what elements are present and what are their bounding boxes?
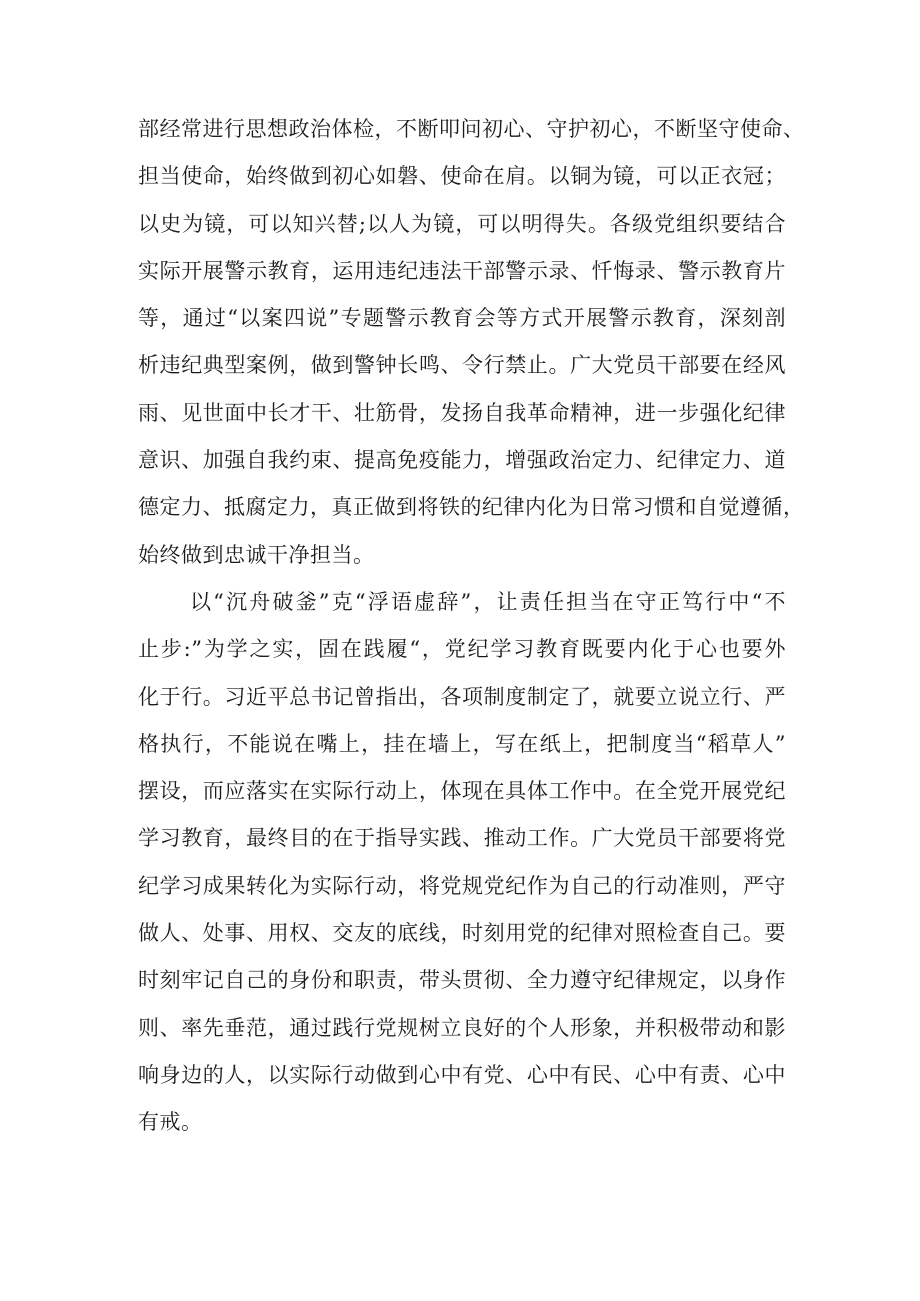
text-line: 意识、加强自我约束、提高免疫能力，增强政治定力、纪律定力、道 <box>138 448 786 473</box>
text-line: 有戒。 <box>138 1110 203 1135</box>
text-line: 实际开展警示教育，运用违纪违法干部警示录、忏悔录、警示教育片 <box>138 258 786 283</box>
text-line: 化于行。习近平总书记曾指出，各项制度制定了，就要立说立行、严 <box>138 684 786 709</box>
paragraph-1 <box>138 106 805 579</box>
text-line: 摆设，而应落实在实际行动上，体现在具体工作中。在全党开展党纪 <box>138 779 786 804</box>
text-line: 纪学习成果转化为实际行动，将党规党纪作为自己的行动准则，严守 <box>138 873 786 898</box>
text-line: 以史为镜，可以知兴替;以人为镜，可以明得失。各级党组织要结合 <box>138 211 786 236</box>
text-line: 格执行，不能说在嘴上，挂在墙上，写在纸上，把制度当“稻草人” <box>138 731 786 756</box>
text-line: 部经常进行思想政治体检，不断叩问初心、守护初心，不断坚守使命、 <box>138 117 805 141</box>
text-line: 则、率先垂范，通过践行党规树立良好的个人形象，并积极带动和影 <box>138 1015 786 1040</box>
text-line: 做人、处事、用权、交友的底线，时刻用党的纪律对照检查自己。要 <box>138 921 786 946</box>
text-line: 析违纪典型案例，做到警钟长鸣、令行禁止。广大党员干部要在经风 <box>138 353 786 378</box>
text-line: 以“沉舟破釜”克“浮语虚辞”，让责任担当在守正笃行中“不 <box>190 589 786 614</box>
text-line: 德定力、抵腐定力，真正做到将铁的纪律内化为日常习惯和自觉遵循， <box>138 495 805 520</box>
text-line: 学习教育，最终目的在于指导实践、推动工作。广大党员干部要将党 <box>138 826 786 851</box>
text-line: 雨、见世面中长才干、壮筋骨，发扬自我革命精神，进一步强化纪律 <box>138 400 786 425</box>
text-line: 响身边的人，以实际行动做到心中有党、心中有民、心中有责、心中 <box>138 1062 786 1087</box>
text-line: 担当使命，始终做到初心如磐、使命在肩。以铜为镜，可以正衣冠； <box>138 164 786 189</box>
text-line: 等，通过“以案四说”专题警示教育会等方式开展警示教育，深刻剖 <box>138 306 786 331</box>
text-line: 时刻牢记自己的身份和职责，带头贯彻、全力遵守纪律规定，以身作 <box>138 968 786 993</box>
paragraph-2 <box>138 579 786 1147</box>
document-body <box>138 106 805 1147</box>
text-line: 止步:”为学之实，固在践履“，党纪学习教育既要内化于心也要外 <box>138 637 786 662</box>
text-line: 始终做到忠诚干净担当。 <box>138 542 375 567</box>
